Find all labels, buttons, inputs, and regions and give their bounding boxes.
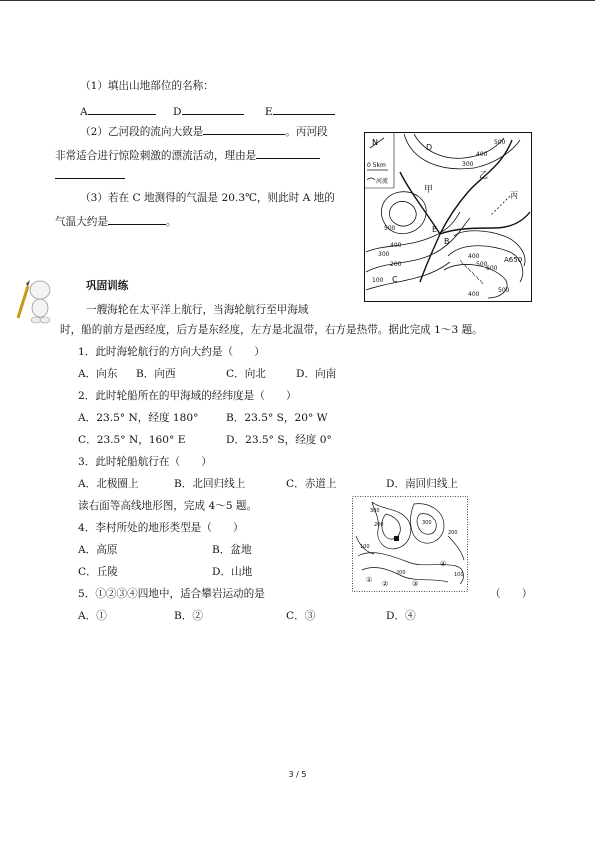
blank-e[interactable] [273,104,335,115]
map2-contour-label: 200 [448,530,458,536]
section-intro-line2: 时，船的前方是西经度，后方是东经度，左方是北温带，右方是热带。据此完成 1～3 题。 [60,324,483,336]
q1-option-c[interactable]: C．向北 [226,368,266,380]
map2-label-2: ② [382,580,389,588]
label-b: B [444,237,450,246]
blank-d-label: D [173,106,182,118]
page-number: 3 / 5 [288,770,307,779]
q3-option-a[interactable]: A．北极圈上 [78,478,139,490]
contour-label: 500 [494,139,506,146]
contour-label: 500 [476,261,488,268]
contour-label: 400 [468,291,480,298]
label-yi: 乙 [479,171,489,181]
blank-a-label: A [80,106,88,118]
contour-label: 600 [486,265,498,272]
q5-option-c[interactable]: C．③ [286,610,316,622]
q5-option-d[interactable]: D．④ [386,610,416,622]
q3-option-c[interactable]: C．赤道上 [286,478,337,490]
blank-a[interactable] [88,104,156,115]
question-2: 2．此时轮船所在的甲海域的经纬度是（ ） [78,390,297,402]
question-3-line1: （3）若在 C 地测得的气温是 20.3℃，则此时 A 地的 [80,192,335,204]
blank-e-label: E [264,106,273,118]
map2-contour-label: 300 [422,520,432,526]
contour-label: 500 [498,287,510,294]
question-5-answer-paren[interactable]: （ ） [490,588,533,600]
q2-text-end: 。丙河段 [285,126,328,138]
map1-scale: 0 5km [367,162,386,169]
map2-contour-label: 100 [360,544,370,550]
contour-label: 100 [372,277,384,284]
legend-river-label: 河流 [376,178,389,185]
label-c: C [392,275,398,284]
q4-option-b[interactable]: B．盆地 [212,544,252,556]
question-3: 3．此时轮船航行在（ ） [78,456,212,468]
map2-contour-label: 100 [454,572,464,578]
contour-label: 400 [468,253,480,260]
read-map-instruction: 读右面等高线地形图，完成 4～5 题。 [78,500,258,512]
q2-option-a[interactable]: A．23.5° N，经度 180° [78,412,199,424]
blank-reason-2[interactable] [55,168,125,179]
map2-label-1: ① [366,576,373,584]
label-d: D [426,143,433,152]
question-5: 5．①②③④四地中，适合攀岩运动的是 [78,588,265,600]
question-4: 4．李村所处的地形类型是（ ） [78,522,244,534]
contour-label: 400 [390,242,402,249]
blank-river-direction[interactable] [203,124,285,135]
label-e: E [432,225,438,234]
map2-label-3: ③ [412,580,419,588]
q5-option-b[interactable]: B．② [174,610,203,622]
q1-option-b[interactable]: B．向西 [136,368,176,380]
q4-option-c[interactable]: C．丘陵 [78,566,118,578]
q2-option-b[interactable]: B．23.5° S，20° W [226,412,328,424]
q3-option-b[interactable]: B．北回归线上 [174,478,246,490]
q2-option-c[interactable]: C．23.5° N，160° E [78,434,186,446]
question-2-line1 [80,124,328,139]
contour-label: 500 [384,225,396,232]
answer-blanks-row [80,104,335,119]
map2-contour-label: 200 [396,570,406,576]
q1-option-d[interactable]: D．向南 [296,368,337,380]
blank-d[interactable] [182,104,244,115]
q3-end: 。 [165,216,177,228]
thinking-figure-icon [14,278,60,324]
q5-option-a[interactable]: A．① [78,610,107,622]
question-2-line3 [55,168,125,183]
contour-label: 400 [476,151,488,158]
section-title: 巩固训练 [86,280,129,292]
contour-map-2 [352,496,468,592]
q1-option-a[interactable]: A．向东 [78,368,118,380]
label-jia: 甲 [424,185,434,195]
blank-reason-1[interactable] [256,148,320,159]
top-border-line [0,0,595,1]
label-a650: A650 [504,256,523,264]
question-3-line2 [55,214,177,229]
map2-contour-label: 300 [370,508,380,514]
section-intro-line1: 一艘海轮在太平洋上航行，当海轮航行至甲海域 [86,304,309,316]
question-1-prompt: （1）填出山地部位的名称： [80,80,214,92]
contour-label: 200 [390,261,402,268]
question-2-line2 [55,148,320,163]
question-1: 1．此时海轮航行的方向大约是（ ） [78,346,265,358]
q4-option-d[interactable]: D．山地 [212,566,253,578]
blank-temperature[interactable] [108,214,166,225]
q2-reason-text: 非常适合进行惊险刺激的漂流活动，理由是 [55,150,257,162]
q3-option-d[interactable]: D．南回归线上 [386,478,459,490]
q2-option-d[interactable]: D．23.5° S，经度 0° [226,434,332,446]
map2-contour-label: 200 [374,522,384,528]
contour-label: 300 [462,161,474,168]
label-bing: 丙 [510,191,518,200]
map2-label-4: ④ [440,560,447,568]
q3-text: 气温大约是 [55,216,108,228]
contour-map-1 [364,132,532,302]
q4-option-a[interactable]: A．高原 [78,544,118,556]
q2-text: （2）乙河段的流向大致是 [80,126,204,138]
north-label: N [372,138,378,147]
li-village-marker [394,536,399,541]
contour-label: 300 [378,251,390,258]
